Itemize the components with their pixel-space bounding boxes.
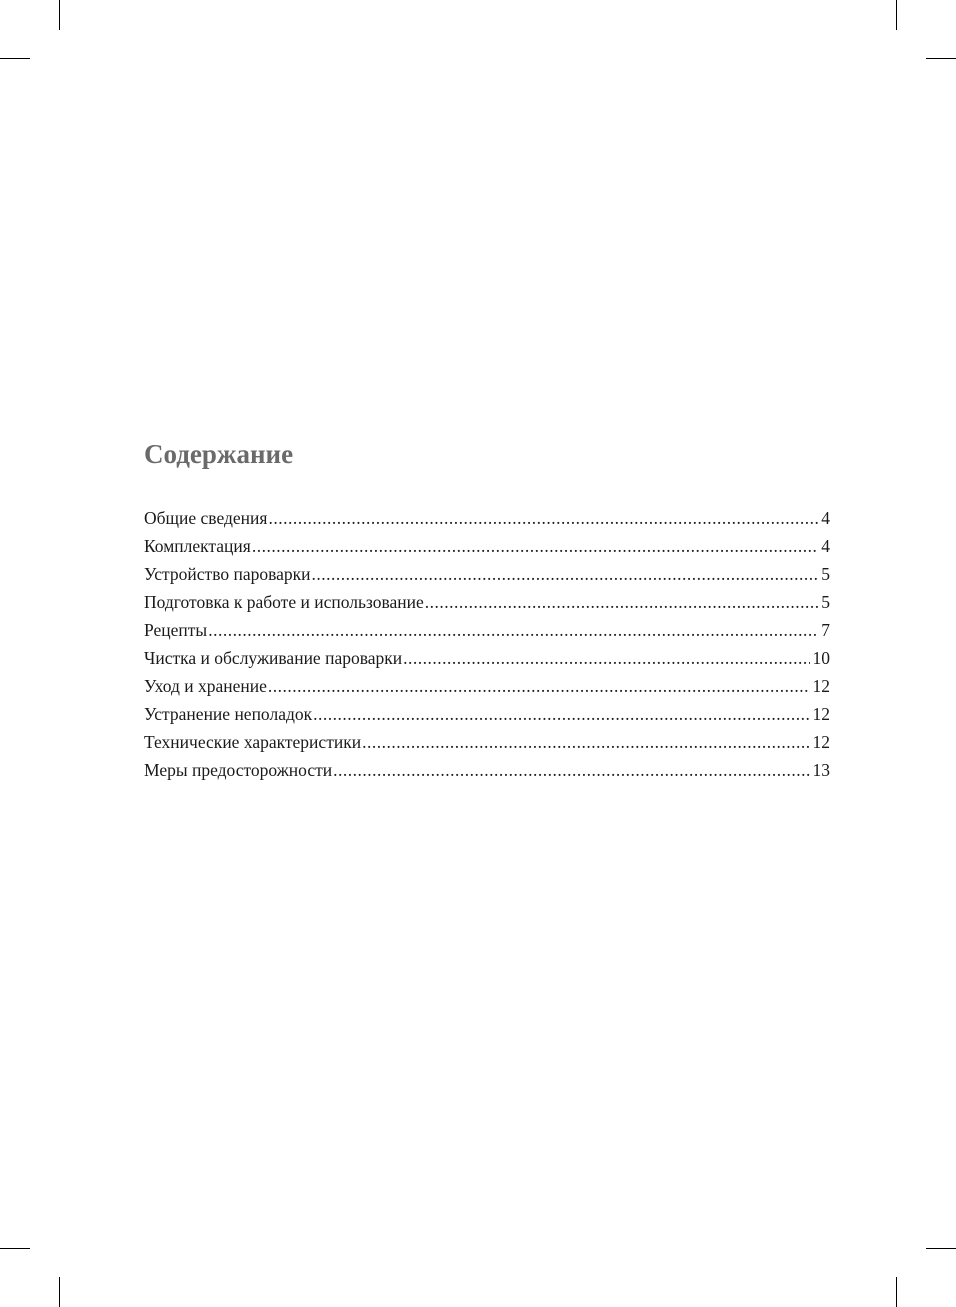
- toc-entry[interactable]: [144, 532, 830, 560]
- toc-dot-leader: [268, 504, 818, 532]
- toc-entry-label: Устранение неполадок: [144, 704, 313, 724]
- toc-entry-page: 12: [812, 732, 830, 752]
- toc-entry-label: Уход и хранение: [144, 676, 267, 696]
- table-of-contents: [144, 436, 830, 784]
- toc-dot-leader: [362, 728, 809, 756]
- toc-dot-leader: [313, 700, 809, 728]
- toc-entry[interactable]: [144, 588, 830, 616]
- toc-entry-label: Устройство пароварки: [144, 564, 311, 584]
- toc-entry-page: 13: [812, 760, 830, 780]
- toc-dot-leader: [425, 588, 818, 616]
- toc-entry[interactable]: [144, 728, 830, 756]
- crop-mark-top-left-vertical: [59, 0, 60, 30]
- toc-entry-page: 4: [821, 536, 830, 556]
- toc-entry-label: Технические характеристики: [144, 732, 362, 752]
- toc-list: [144, 504, 830, 784]
- toc-entry-label: Меры предосторожности: [144, 760, 333, 780]
- toc-entry[interactable]: [144, 700, 830, 728]
- toc-dot-leader: [208, 616, 818, 644]
- toc-entry[interactable]: [144, 756, 830, 784]
- crop-mark-bottom-right-vertical: [896, 1277, 897, 1307]
- toc-dot-leader: [268, 672, 810, 700]
- toc-entry[interactable]: [144, 616, 830, 644]
- toc-entry-page: 4: [821, 508, 830, 528]
- toc-dot-leader: [312, 560, 819, 588]
- toc-entry-label: Общие сведения: [144, 508, 268, 528]
- toc-entry[interactable]: [144, 672, 830, 700]
- toc-dot-leader: [333, 756, 809, 784]
- toc-entry-label: Подготовка к работе и использование: [144, 592, 424, 612]
- toc-entry-page: 12: [812, 676, 830, 696]
- crop-mark-top-right-vertical: [896, 0, 897, 30]
- crop-mark-top-right-horizontal: [926, 58, 956, 59]
- toc-entry[interactable]: [144, 504, 830, 532]
- toc-entry-page: 10: [812, 648, 830, 668]
- toc-entry-label: Чистка и обслуживание пароварки: [144, 648, 403, 668]
- toc-dot-leader: [252, 532, 818, 560]
- toc-entry-page: 5: [821, 564, 830, 584]
- toc-entry-label: Комплектация: [144, 536, 251, 556]
- crop-mark-bottom-left-horizontal: [0, 1248, 30, 1249]
- toc-entry-page: 7: [821, 620, 830, 640]
- toc-title: Содержание: [144, 439, 294, 469]
- crop-mark-bottom-left-vertical: [59, 1277, 60, 1307]
- toc-entry-label: Рецепты: [144, 620, 208, 640]
- toc-entry-page: 5: [821, 592, 830, 612]
- toc-entry[interactable]: [144, 644, 830, 672]
- toc-entry[interactable]: [144, 560, 830, 588]
- crop-mark-bottom-right-horizontal: [926, 1248, 956, 1249]
- toc-entry-page: 12: [812, 704, 830, 724]
- crop-mark-top-left-horizontal: [0, 58, 30, 59]
- toc-dot-leader: [403, 644, 809, 672]
